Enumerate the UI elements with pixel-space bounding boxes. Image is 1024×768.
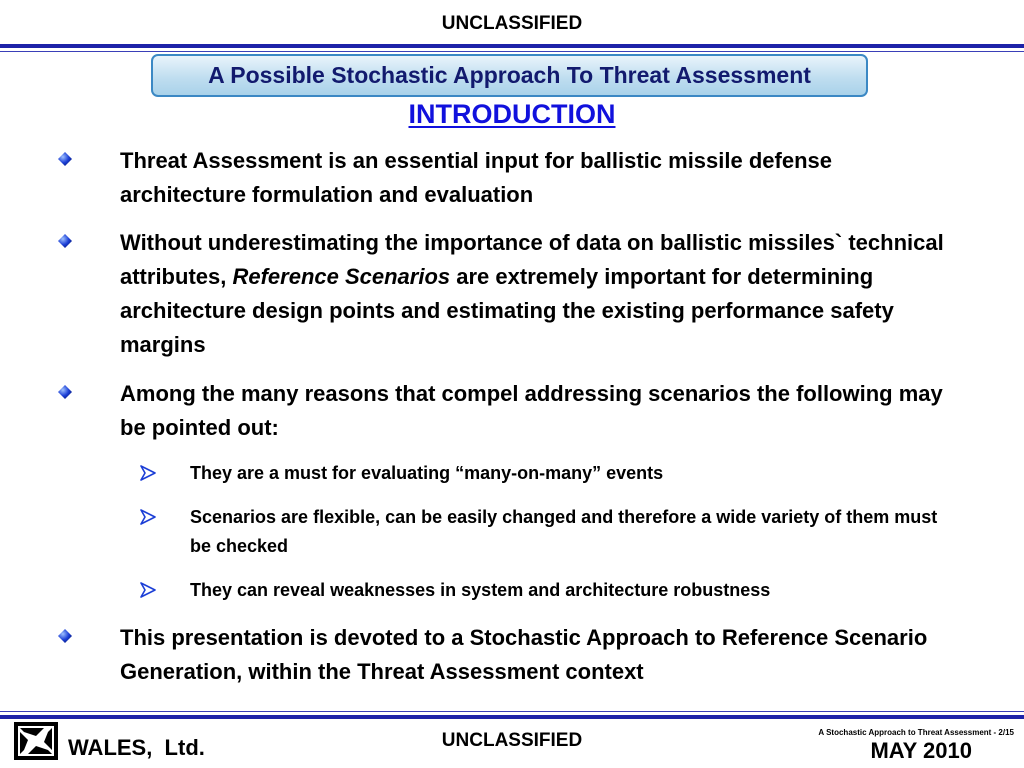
presentation-date: MAY 2010	[870, 738, 972, 763]
slide-title: A Possible Stochastic Approach To Threat Assessment	[208, 62, 811, 88]
sub-bullet-text: Scenarios are flexible, can be easily changed and therefore a wide variety of them must be checked	[190, 507, 938, 556]
sub-bullet-text: They can reveal weaknesses in system and architecture robustness	[190, 580, 771, 600]
bullet-item	[120, 621, 960, 689]
slide-title-box	[151, 54, 868, 97]
bullet-text: Threat Assessment is an essential input for ballistic missile defense architecture formulation and evaluation	[120, 148, 832, 207]
bullet-emphasis: Reference Scenarios	[232, 264, 451, 289]
arrowhead-bullet-icon	[140, 465, 156, 481]
bullet-item	[120, 377, 960, 445]
bullet-item	[120, 226, 960, 362]
bullet-item	[120, 144, 960, 212]
bullet-text: Among the many reasons that compel addressing scenarios the following may be pointed out:	[120, 381, 943, 440]
bullet-text: Without underestimating the importance of data on ballistic missiles` technical attributes,	[120, 230, 944, 289]
diamond-bullet-icon	[58, 629, 72, 643]
company-name: WALES, Ltd.	[68, 735, 205, 760]
sub-bullet-item	[190, 459, 950, 488]
bullet-text: This presentation is devoted to a Stochastic Approach to Reference Scenario Generation, within the Threat Assessment context	[120, 625, 928, 684]
sub-bullet-text: They are a must for evaluating “many-on-many” events	[190, 463, 664, 483]
sub-bullet-item	[190, 576, 950, 605]
footer-rule-thin	[0, 711, 1024, 712]
diamond-bullet-icon	[58, 234, 72, 248]
bullet-text: are extremely important for determining architecture design points and estimating the existing performance safety margins	[120, 264, 894, 357]
sub-bullet-item	[190, 503, 950, 561]
section-heading: INTRODUCTION	[408, 99, 616, 129]
footer-rule	[0, 715, 1024, 719]
arrowhead-bullet-icon	[140, 509, 156, 525]
header-rule-thin	[0, 51, 1024, 52]
page-reference: A Stochastic Approach to Threat Assessment - 2/15	[818, 728, 1014, 737]
header-rule	[0, 44, 1024, 48]
classification-header: UNCLASSIFIED	[441, 13, 583, 34]
diamond-bullet-icon	[58, 152, 72, 166]
classification-footer: UNCLASSIFIED	[441, 730, 583, 751]
diamond-bullet-icon	[58, 385, 72, 399]
arrowhead-bullet-icon	[140, 582, 156, 598]
